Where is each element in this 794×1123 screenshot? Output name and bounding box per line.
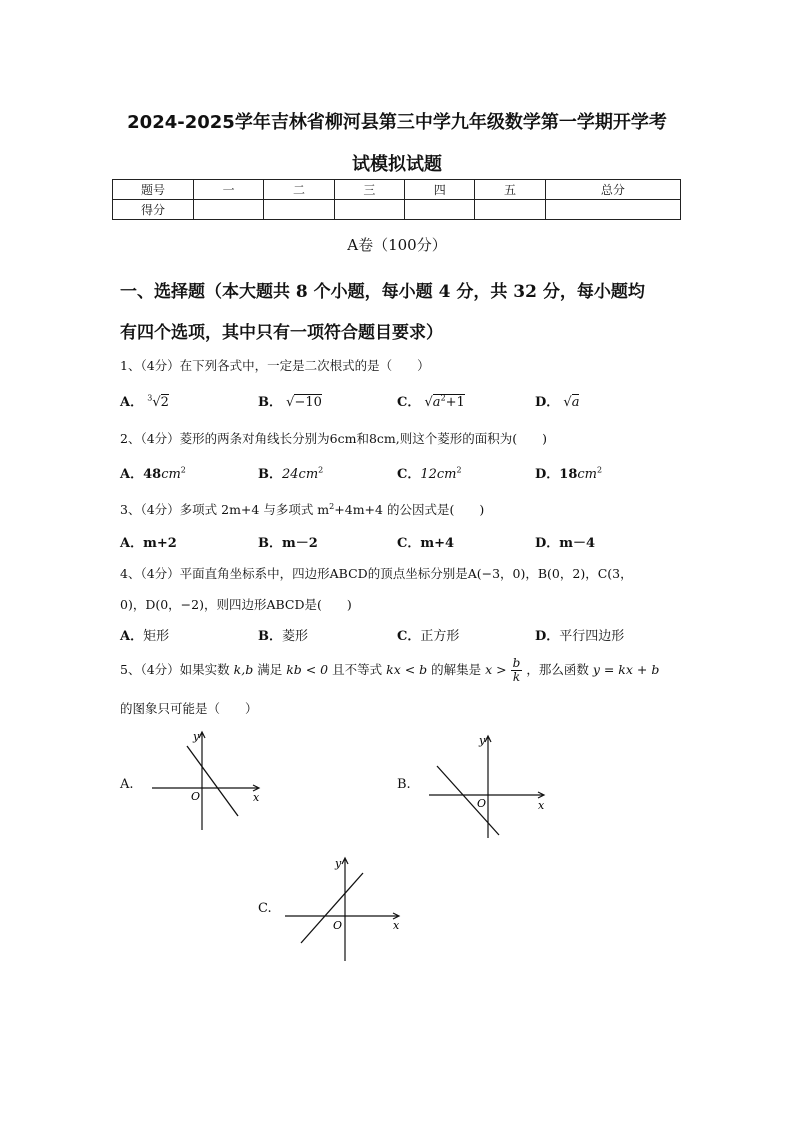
solution-fraction bbox=[511, 657, 523, 683]
y-axis-label: y bbox=[335, 857, 342, 870]
function-line bbox=[187, 746, 238, 816]
score-entry-cell[interactable] bbox=[475, 200, 545, 220]
score-entry-cell[interactable] bbox=[545, 200, 680, 220]
question-5-option-b-label[interactable]: B. bbox=[397, 777, 411, 792]
question-4-stem-line1: 4、（4分）平面直角坐标系中，四边形ABCD的顶点坐标分别是A(−3，0)，B(0，2)，C(3， bbox=[120, 566, 633, 581]
stem-text: +4m+4 的公因式是( ) bbox=[334, 502, 485, 517]
score-table-score-row bbox=[113, 200, 681, 220]
question-1-option-d[interactable] bbox=[535, 391, 579, 410]
option-unit: cm bbox=[298, 467, 319, 482]
option-text: 正方形 bbox=[420, 629, 460, 644]
stem-text: 5、（4分）如果实数 bbox=[120, 662, 230, 677]
radicand-tail: +1 bbox=[445, 395, 465, 410]
score-entry-cell[interactable] bbox=[405, 200, 475, 220]
option-exponent: 2 bbox=[180, 465, 186, 475]
option-text: 矩形 bbox=[143, 629, 170, 644]
score-table-cell: 三 bbox=[334, 180, 404, 200]
stem-text: 的解集是 bbox=[431, 662, 482, 677]
stem-text: 3、（4分）多项式 2m+4 与多项式 m bbox=[120, 502, 330, 517]
question-2-stem: 2、（4分）菱形的两条对角线长分别为6cm和8cm,则这个菱形的面积为( ) bbox=[120, 431, 547, 446]
question-2-option-a[interactable] bbox=[120, 463, 186, 482]
stem-exponent: 2 bbox=[329, 501, 335, 511]
stem-text: ，那么函数 bbox=[526, 662, 589, 677]
option-label: A． bbox=[120, 395, 144, 410]
question-5-option-c-label[interactable]: C. bbox=[258, 901, 272, 916]
question-5-option-c-graph[interactable] bbox=[283, 855, 408, 963]
option-text: m+2 bbox=[143, 536, 177, 551]
origin-label: O bbox=[333, 919, 343, 932]
option-value: 24 bbox=[282, 467, 299, 482]
score-table-cell: 总分 bbox=[545, 180, 680, 200]
radical-sign-icon: √ bbox=[424, 395, 433, 410]
function-line bbox=[437, 766, 499, 835]
option-label: C． bbox=[397, 629, 421, 644]
option-label: D． bbox=[535, 395, 560, 410]
option-unit: cm bbox=[161, 467, 181, 482]
score-table-cell: 题号 bbox=[113, 180, 194, 200]
question-1-option-b[interactable] bbox=[258, 391, 322, 410]
y-axis-label: y bbox=[479, 734, 486, 747]
option-exponent: 2 bbox=[318, 465, 324, 475]
score-entry-cell[interactable] bbox=[334, 200, 404, 220]
score-table-cell: 一 bbox=[194, 180, 264, 200]
radicand-base: a bbox=[432, 395, 441, 410]
score-table-cell: 得分 bbox=[113, 200, 194, 220]
root-index: 3 bbox=[147, 393, 153, 403]
section-heading-line2: 有四个选项，其中只有一项符合题目要求） bbox=[120, 323, 443, 343]
stem-math: y = kx + b bbox=[592, 662, 660, 677]
question-5-option-b-graph[interactable] bbox=[425, 732, 550, 840]
fraction-numerator: b bbox=[512, 656, 521, 671]
stem-math: x > bbox=[485, 662, 507, 677]
option-text: m－4 bbox=[559, 536, 596, 551]
score-table-cell: 二 bbox=[264, 180, 334, 200]
option-label: B． bbox=[258, 629, 282, 644]
exam-title-line2: 试模拟试题 bbox=[352, 154, 442, 175]
option-text: 平行四边形 bbox=[559, 629, 625, 644]
stem-math: k,b bbox=[233, 662, 254, 677]
score-table-cell: 四 bbox=[405, 180, 475, 200]
x-axis-label: x bbox=[393, 919, 400, 932]
score-entry-cell[interactable] bbox=[264, 200, 334, 220]
question-4-option-a[interactable] bbox=[120, 625, 169, 644]
option-label: A． bbox=[120, 536, 144, 551]
score-table-header-row bbox=[113, 180, 681, 200]
x-axis-label: x bbox=[253, 791, 260, 804]
radical-sign-icon: √ bbox=[286, 395, 295, 410]
option-label: D． bbox=[535, 629, 560, 644]
question-5-stem-line1 bbox=[120, 656, 659, 684]
question-4-option-b[interactable] bbox=[258, 625, 308, 644]
question-4-option-c[interactable] bbox=[397, 625, 459, 644]
option-text: 菱形 bbox=[282, 629, 309, 644]
score-table bbox=[112, 179, 681, 220]
option-value: 48 bbox=[143, 467, 162, 482]
question-2-option-c[interactable] bbox=[397, 463, 462, 482]
option-value: 18 bbox=[559, 467, 578, 482]
option-label: B． bbox=[258, 395, 282, 410]
radicand bbox=[433, 394, 465, 410]
question-2-option-d[interactable] bbox=[535, 463, 602, 482]
option-label: A． bbox=[120, 629, 144, 644]
exam-title-line1: 2024-2025学年吉林省柳河县第三中学九年级数学第一学期开学考 bbox=[127, 112, 667, 133]
radicand-exponent: 2 bbox=[440, 393, 446, 403]
radicand: −10 bbox=[294, 395, 322, 410]
question-5-option-a-label[interactable]: A. bbox=[120, 777, 134, 792]
score-entry-cell[interactable] bbox=[194, 200, 264, 220]
radicand: a bbox=[571, 395, 580, 410]
stem-text: 且不等式 bbox=[332, 662, 383, 677]
option-label: C． bbox=[397, 395, 421, 410]
question-3-option-a[interactable] bbox=[120, 532, 177, 551]
option-value: 12 bbox=[420, 467, 437, 482]
question-3-stem bbox=[120, 500, 484, 518]
option-label: B． bbox=[258, 536, 282, 551]
section-heading-line1: 一、选择题（本大题共 8 个小题，每小题 4 分，共 32 分，每小题均 bbox=[120, 282, 645, 302]
volume-title: A卷（100分） bbox=[347, 236, 447, 254]
fraction-denominator: k bbox=[512, 670, 521, 684]
origin-label: O bbox=[191, 790, 201, 803]
question-5-option-a-graph[interactable] bbox=[150, 728, 265, 833]
option-text: m－2 bbox=[282, 536, 318, 551]
question-3-option-c[interactable] bbox=[397, 532, 454, 551]
option-label: C． bbox=[397, 536, 421, 551]
question-4-option-d[interactable] bbox=[535, 625, 624, 644]
question-2-option-b[interactable] bbox=[258, 463, 323, 482]
option-exponent: 2 bbox=[456, 465, 462, 475]
score-table-cell: 五 bbox=[475, 180, 545, 200]
stem-math: kb < 0 bbox=[286, 662, 329, 677]
option-text: m+4 bbox=[420, 536, 455, 551]
option-label: C． bbox=[397, 467, 421, 482]
option-label: A． bbox=[120, 467, 144, 482]
stem-text: 满足 bbox=[257, 662, 283, 677]
option-exponent: 2 bbox=[596, 465, 603, 475]
question-3-option-d[interactable] bbox=[535, 532, 595, 551]
question-1-option-c[interactable] bbox=[397, 391, 465, 410]
question-5-stem-line2: 的图象只可能是（ ） bbox=[120, 701, 258, 716]
question-4-stem-line2: 0)，D(0，−2)，则四边形ABCD是( ) bbox=[120, 597, 352, 612]
radical-sign-icon: √ bbox=[152, 395, 161, 410]
question-1-stem: 1、（4分）在下列各式中，一定是二次根式的是（ ） bbox=[120, 358, 430, 373]
question-1-option-a[interactable] bbox=[120, 391, 169, 410]
y-axis-label: y bbox=[193, 730, 200, 743]
function-line bbox=[301, 873, 363, 943]
option-unit: cm bbox=[577, 467, 597, 482]
stem-math: kx < b bbox=[386, 662, 428, 677]
option-label: B． bbox=[258, 467, 282, 482]
x-axis-label: x bbox=[538, 799, 545, 812]
origin-label: O bbox=[477, 797, 487, 810]
radical-sign-icon: √ bbox=[563, 395, 572, 410]
radicand: 2 bbox=[160, 395, 169, 410]
option-unit: cm bbox=[436, 467, 457, 482]
question-3-option-b[interactable] bbox=[258, 532, 318, 551]
option-label: D． bbox=[535, 467, 560, 482]
option-label: D． bbox=[535, 536, 560, 551]
